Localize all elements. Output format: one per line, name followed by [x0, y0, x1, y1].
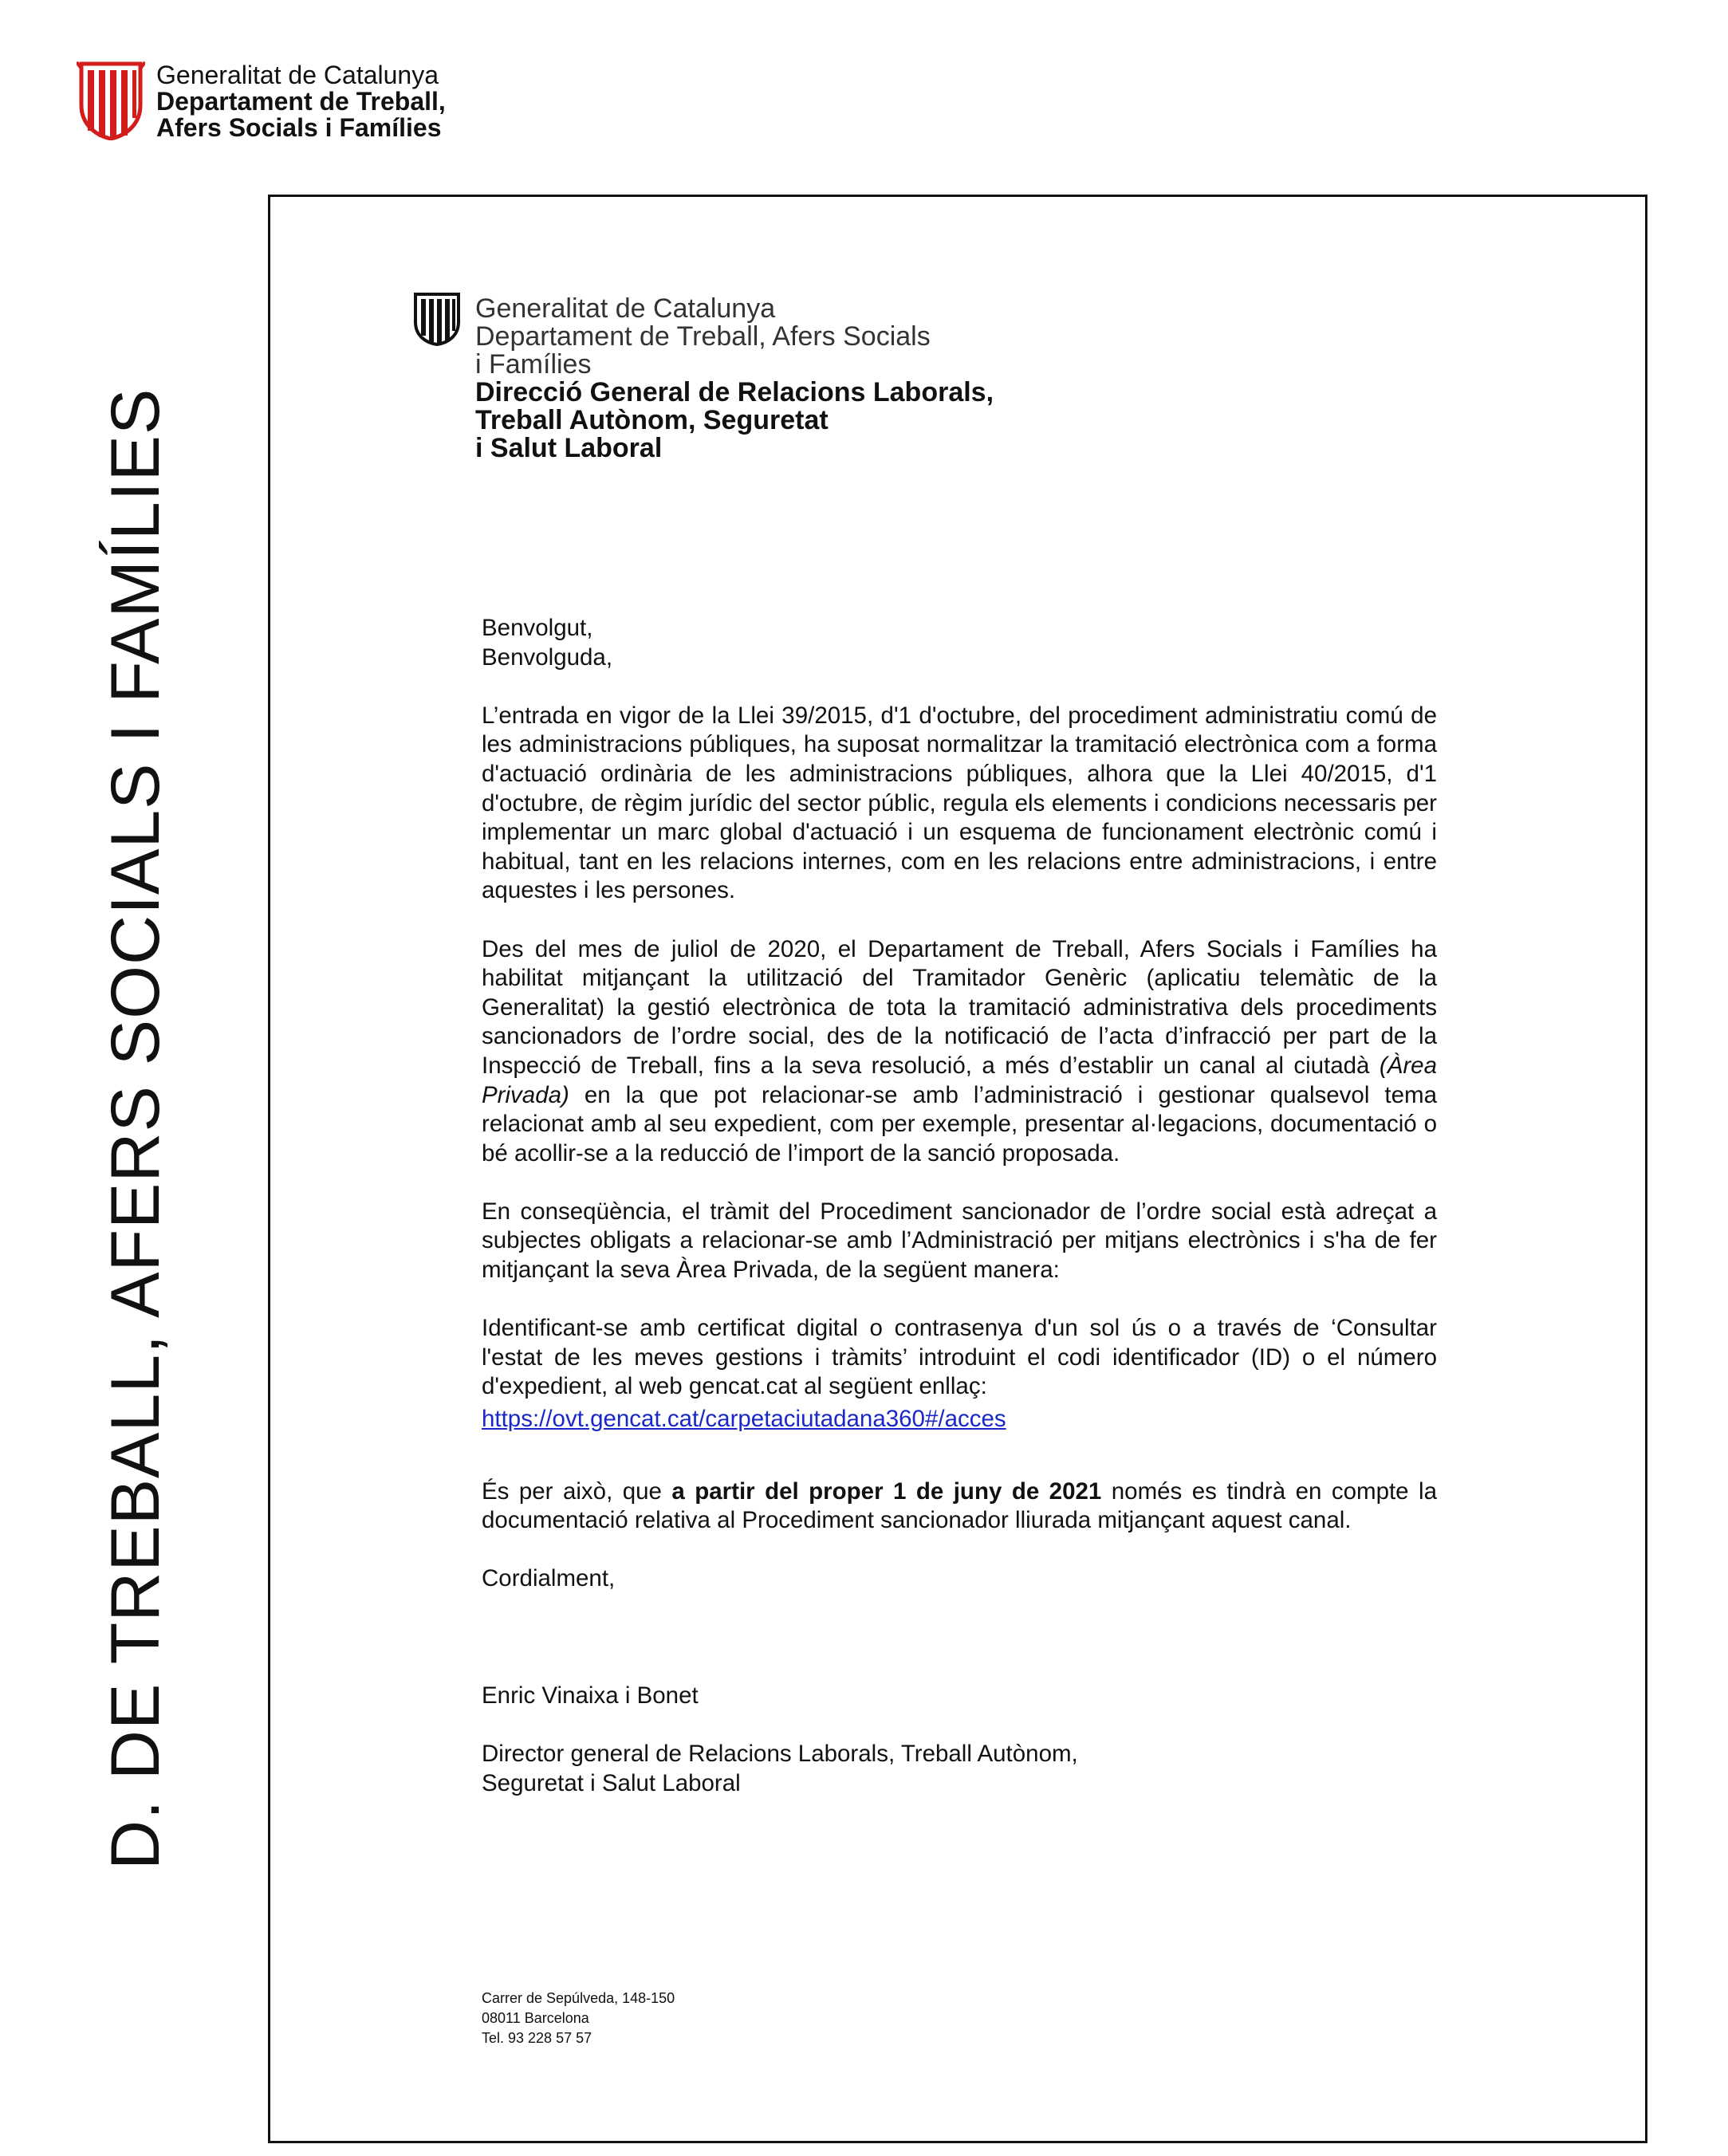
letter-body	[482, 614, 1437, 1798]
generalitat-shield-icon	[413, 292, 461, 346]
department-name-cont: Afers Socials i Famílies	[156, 113, 442, 142]
letterhead-directorate-end: i Salut Laboral	[475, 433, 663, 463]
signer-name: Enric Vinaixa i Bonet	[482, 1682, 699, 1709]
footer-address	[482, 1989, 675, 2048]
carpeta-ciutadana-link[interactable]: https://ovt.gencat.cat/carpetaciutadana360#/acces	[482, 1406, 1006, 1433]
letterhead-department: Departament de Treball, Afers Socials	[475, 321, 931, 352]
paragraph-4: Identificant-se amb certificat digital o contrasenya d'un sol ús o a través de ‘Consultar l'estat de les meves gestions i tràmits’ introduint el codi identificador (ID) o el número d'expedient, al web gencat.cat al següent enllaç:	[482, 1315, 1437, 1400]
paragraph-5-text-cont: només es tindrà en compte la documentació relativa al Procediment sancionador lliurada mitjançant aquest canal.	[482, 1477, 1437, 1534]
address-phone: Tel. 93 228 57 57	[482, 2030, 592, 2046]
salutation-alt: Benvolguda,	[482, 643, 613, 671]
generalitat-shield-icon	[77, 61, 145, 140]
paragraph-2-text-cont: en la que pot relacionar-se amb l’administració i gestionar qualsevol tema relacionat amb al seu expedient, com per exemple, presentar al·legacions, documentació o bé acollir-se a la reducció de l’import de la sanció proposada.	[482, 1081, 1437, 1167]
paragraph-2-text: Des del mes de juliol de 2020, el Departament de Treball, Afers Socials i Famílies ha habilitat mitjançant la utilització del Tramitador Genèric (aplicatiu telemàtic de la Generalitat) la gestió electrònica de tota la tramitació administrativa dels procediments sancionadors de l’ordre social, des de la notificació de l’acta d’infracció per part de la Inspecció de Treball, fins a la seva resolució, a més d’establir un canal al ciutadà	[482, 935, 1437, 1079]
area-privada-emphasis: (Àrea Privada)	[482, 1052, 1437, 1108]
org-name: Generalitat de Catalunya	[156, 61, 439, 89]
paragraph-3: En conseqüència, el tràmit del Procediment sancionador de l’ordre social està adreçat a subjectes obligats a relacionar-se amb l’Administració per mitjans electrònics i s'ha de fer mitjançant la seva Àrea Privada, de la següent manera:	[482, 1198, 1437, 1284]
letterhead-department-cont: i Famílies	[475, 349, 592, 380]
closing: Cordialment,	[482, 1565, 616, 1592]
department-name: Departament de Treball,	[156, 87, 446, 116]
paragraph-2	[482, 935, 1437, 1169]
salutation: Benvolgut,	[482, 615, 593, 641]
letterhead-directorate: Direcció General de Relacions Laborals,	[475, 377, 994, 407]
address-street: Carrer de Sepúlveda, 148-150	[482, 1990, 675, 2006]
deadline-emphasis: a partir del proper 1 de juny de 2021	[671, 1477, 1102, 1505]
header-logo	[77, 61, 491, 148]
paragraph-5-text: És per això, que	[482, 1477, 672, 1505]
paragraph-1: L’entrada en vigor de la Llei 39/2015, d'1 d'octubre, del procediment administratiu comú de les administracions públiques, ha suposat normalitzar la tramitació electrònica com a forma d'actuació ordinària de les administracions públiques, alhora que la Llei 40/2015, d'1 d'octubre, de règim jurídic del sector públic, regula els elements i condicions necessaris per implementar un marc global d'actuació i un esquema de funcionament electrònic comú i habitual, tant en les relacions internes, com en les relacions entre administracions, i entre aquestes i les persones.	[482, 702, 1437, 904]
letterhead-org: Generalitat de Catalunya	[475, 293, 776, 324]
side-department-label: D. DE TREBALL, AFERS SOCIALS I FAMÍLIES	[97, 388, 174, 1870]
paragraph-5	[482, 1477, 1437, 1536]
letterhead-directorate-cont: Treball Autònom, Seguretat	[475, 405, 829, 435]
signer-title: Director general de Relacions Laborals, Treball Autònom,	[482, 1741, 1078, 1768]
address-city: 08011 Barcelona	[482, 2010, 589, 2026]
signer-title-cont: Seguretat i Salut Laboral	[482, 1769, 741, 1796]
